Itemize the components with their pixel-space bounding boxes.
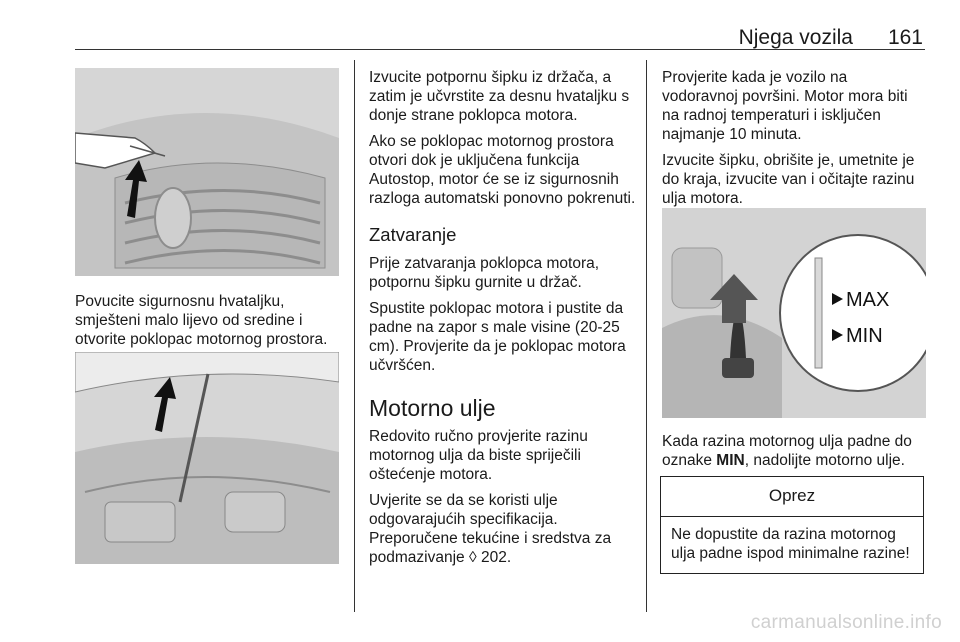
closing-paragraph-2: Spustite poklopac motora i pustite da padne na zapor s male visine (20-25 cm). Provjerite da je poklopac motora učvršćen. bbox=[369, 300, 626, 374]
caution-box bbox=[660, 476, 924, 574]
refill-text bbox=[662, 432, 926, 477]
caution-text: Ne dopustite da razina motornog ulja padne ispod minimalne razine! bbox=[671, 526, 910, 562]
closing-heading: Zatvaranje bbox=[369, 224, 457, 245]
page-header bbox=[75, 16, 925, 50]
page-number: 161 bbox=[887, 26, 923, 49]
header-rule bbox=[75, 49, 925, 50]
refill-paragraph bbox=[662, 432, 926, 470]
refill-text-start: Kada razina motornog ulja padne do oznake bbox=[662, 433, 912, 469]
hood-release-figure bbox=[75, 68, 339, 276]
column-divider-1 bbox=[354, 60, 355, 612]
support-rod-paragraph: Izvucite potpornu šipku iz držača, a zatim je učvrstite za desnu hvataljku s donje strane poklopca motora. bbox=[369, 69, 630, 124]
level-surface-paragraph: Provjerite kada je vozilo na vodoravnoj površini. Motor mora biti na radnoj temperaturi i isključen najmanje 10 minuta. bbox=[662, 69, 908, 143]
header-title: Njega vozila bbox=[738, 26, 853, 49]
dipstick-max-label: MAX bbox=[846, 289, 890, 311]
watermark: carmanualsonline.info bbox=[750, 612, 942, 633]
reference-arrow-icon: ◊ bbox=[468, 549, 477, 566]
oil-spec-text: Uvjerite se da se koristi ulje odgovarajućih specifikacija. Preporučene tekućine i sredstva za podmazivanje bbox=[369, 492, 612, 566]
column-1-text bbox=[75, 292, 345, 356]
column-3-text bbox=[662, 68, 926, 215]
engine-oil-heading: Motorno ulje bbox=[369, 395, 496, 421]
column-2-text bbox=[369, 68, 637, 574]
open-hood-figure bbox=[75, 352, 339, 564]
min-mark-label: MIN bbox=[716, 452, 745, 469]
caution-title: Oprez bbox=[661, 477, 923, 517]
reference-page-link[interactable]: 202. bbox=[480, 549, 512, 566]
refill-text-end: , nadolijte motorno ulje. bbox=[744, 452, 905, 469]
dipstick-paragraph: Izvucite šipku, obrišite je, umetnite je do kraja, izvucite van i očitajte razinu ulja motora. bbox=[662, 152, 915, 207]
dipstick-figure bbox=[662, 208, 926, 418]
closing-paragraph-1: Prije zatvaranja poklopca motora, potpornu šipku gurnite u držač. bbox=[369, 255, 600, 291]
autostop-paragraph: Ako se poklopac motornog prostora otvori dok je uključena funkcija Autostop, motor će se iz sigurnosnih razloga automatski ponovno pokrenuti. bbox=[369, 133, 636, 207]
oil-spec-paragraph bbox=[369, 491, 637, 567]
column-divider-2 bbox=[646, 60, 647, 612]
instruction-paragraph: Povucite sigurnosnu hvataljku, smješteni malo lijevo od sredine i otvorite poklopac motornog prostora. bbox=[75, 293, 328, 348]
oil-check-paragraph: Redovito ručno provjerite razinu motornog ulja da biste spriječili oštećenje motora. bbox=[369, 428, 588, 483]
dipstick-min-label: MIN bbox=[846, 325, 883, 347]
